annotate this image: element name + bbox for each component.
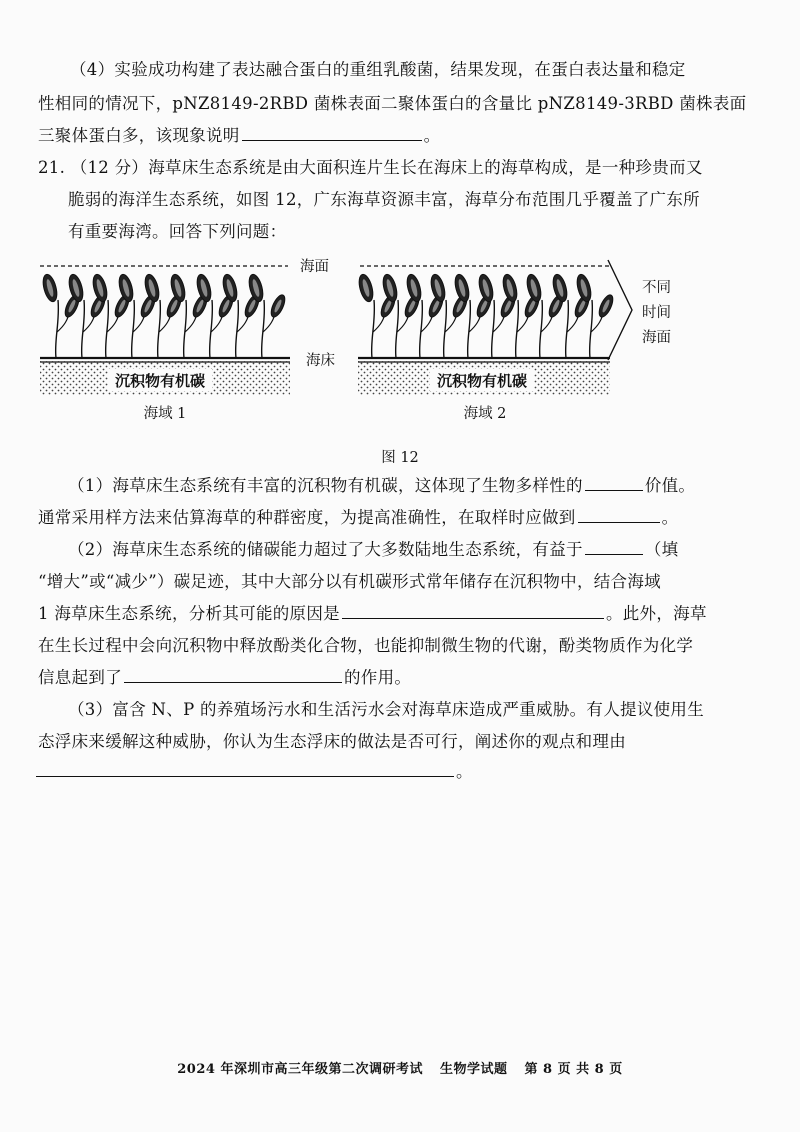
area-1-label: 海域 1	[143, 406, 187, 422]
sub1-line1-text: （1）海草床生态系统有丰富的沉积物有机碳，这体现了生物多样性的	[68, 476, 583, 495]
sub3-line1: （3）富含 N、P 的养殖场污水和生活污水会对海草床造成严重威胁。有人提议使用生	[68, 700, 705, 719]
exam-title: 2024 年深圳市高三年级第二次调研考试	[177, 1062, 423, 1077]
answer-blank[interactable]	[342, 617, 604, 619]
sub2-line5	[0, 664, 800, 688]
sub2-line3	[0, 600, 800, 624]
sub1-line2-text: 通常采用样方法来估算海草的种群密度，为提高准确性，在取样时应做到	[38, 508, 576, 527]
q20-4-line3-end: 。	[423, 126, 441, 145]
answer-blank[interactable]	[578, 521, 660, 523]
answer-blank[interactable]	[585, 553, 643, 555]
page-footer	[0, 1058, 800, 1077]
area-2-label: 海域 2	[463, 406, 507, 422]
sub2-line1	[0, 536, 800, 560]
sea-surface-label: 海面	[300, 259, 329, 275]
q20-4-line1: （4）实验成功构建了表达融合蛋白的重组乳酸菌，结果发现，在蛋白表达量和稳定	[70, 60, 686, 79]
sub2-line5-text: 信息起到了	[38, 668, 122, 687]
sub1-line1	[0, 472, 800, 496]
side-label-2: 时间	[642, 305, 671, 321]
sub2-line4: 在生长过程中会向沉积物中释放酚类化合物，也能抑制微生物的代谢，酚类物质作为化学	[38, 636, 694, 655]
q20-4-line3-text: 三聚体蛋白多，该现象说明	[38, 126, 240, 145]
sub2-line2: “增大”或“减少”）碳足迹，其中大部分以有机碳形式常年储存在沉积物中，结合海域	[38, 572, 661, 591]
sub3-line2: 态浮床来缓解这种威胁，你认为生态浮床的做法是否可行，阐述你的观点和理由	[38, 732, 626, 751]
subject-title: 生物学试题	[439, 1062, 508, 1077]
q21-line3: 有重要海湾。回答下列问题：	[68, 222, 287, 241]
q21-line2: 脆弱的海洋生态系统，如图 12，广东海草资源丰富，海草分布范围几乎覆盖了广东所	[68, 190, 700, 209]
sub2-line5-end: 的作用。	[344, 668, 412, 687]
q20-4-line2: 性相同的情况下，pNZ8149-2RBD 菌株表面二聚体蛋白的含量比 pNZ8149-3RBD 菌株表面	[38, 94, 747, 113]
sub1-line1-end: 价值。	[644, 476, 696, 495]
sub1-line2-end: 。	[661, 508, 679, 527]
side-label-3: 海面	[642, 330, 671, 346]
answer-blank[interactable]	[242, 139, 422, 141]
q21-line1	[0, 154, 800, 178]
sea-area-1	[40, 273, 290, 422]
answer-blank[interactable]	[124, 681, 342, 683]
page-number: 第 8 页 共 8 页	[524, 1062, 623, 1077]
q21-intro-text: （12 分）海草床生态系统是由大面积连片生长在海床上的海草构成，是一种珍贵而又	[70, 158, 703, 177]
bracket-arrow-icon	[608, 260, 632, 360]
sub2-line3-end: 。此外，海草	[605, 604, 707, 623]
sub2-line1-text: （2）海草床生态系统的储碳能力超过了大多数陆地生态系统，有益于	[68, 540, 583, 559]
q20-4-line3	[0, 122, 800, 146]
sea-area-2	[357, 273, 616, 422]
seabed-label: 海床	[306, 353, 335, 369]
sub2-line1-end: （填	[644, 540, 679, 559]
figure-caption: 图 12	[381, 450, 419, 466]
figure-12-diagram	[0, 248, 800, 438]
side-label-1: 不同	[642, 280, 671, 296]
answer-blank[interactable]	[36, 775, 454, 777]
sub1-line2	[0, 504, 800, 528]
sub3-line3-end: 。	[456, 762, 473, 781]
sediment-label-1: 沉积物有机碳	[114, 372, 206, 390]
question-number: 21.	[38, 158, 66, 177]
seagrass-icon	[247, 273, 288, 358]
sub3-line3	[0, 758, 800, 782]
sub2-line3-text: 1 海草床生态系统，分析其可能的原因是	[38, 604, 340, 623]
sediment-label-2: 沉积物有机碳	[436, 372, 528, 390]
answer-blank[interactable]	[585, 489, 643, 491]
